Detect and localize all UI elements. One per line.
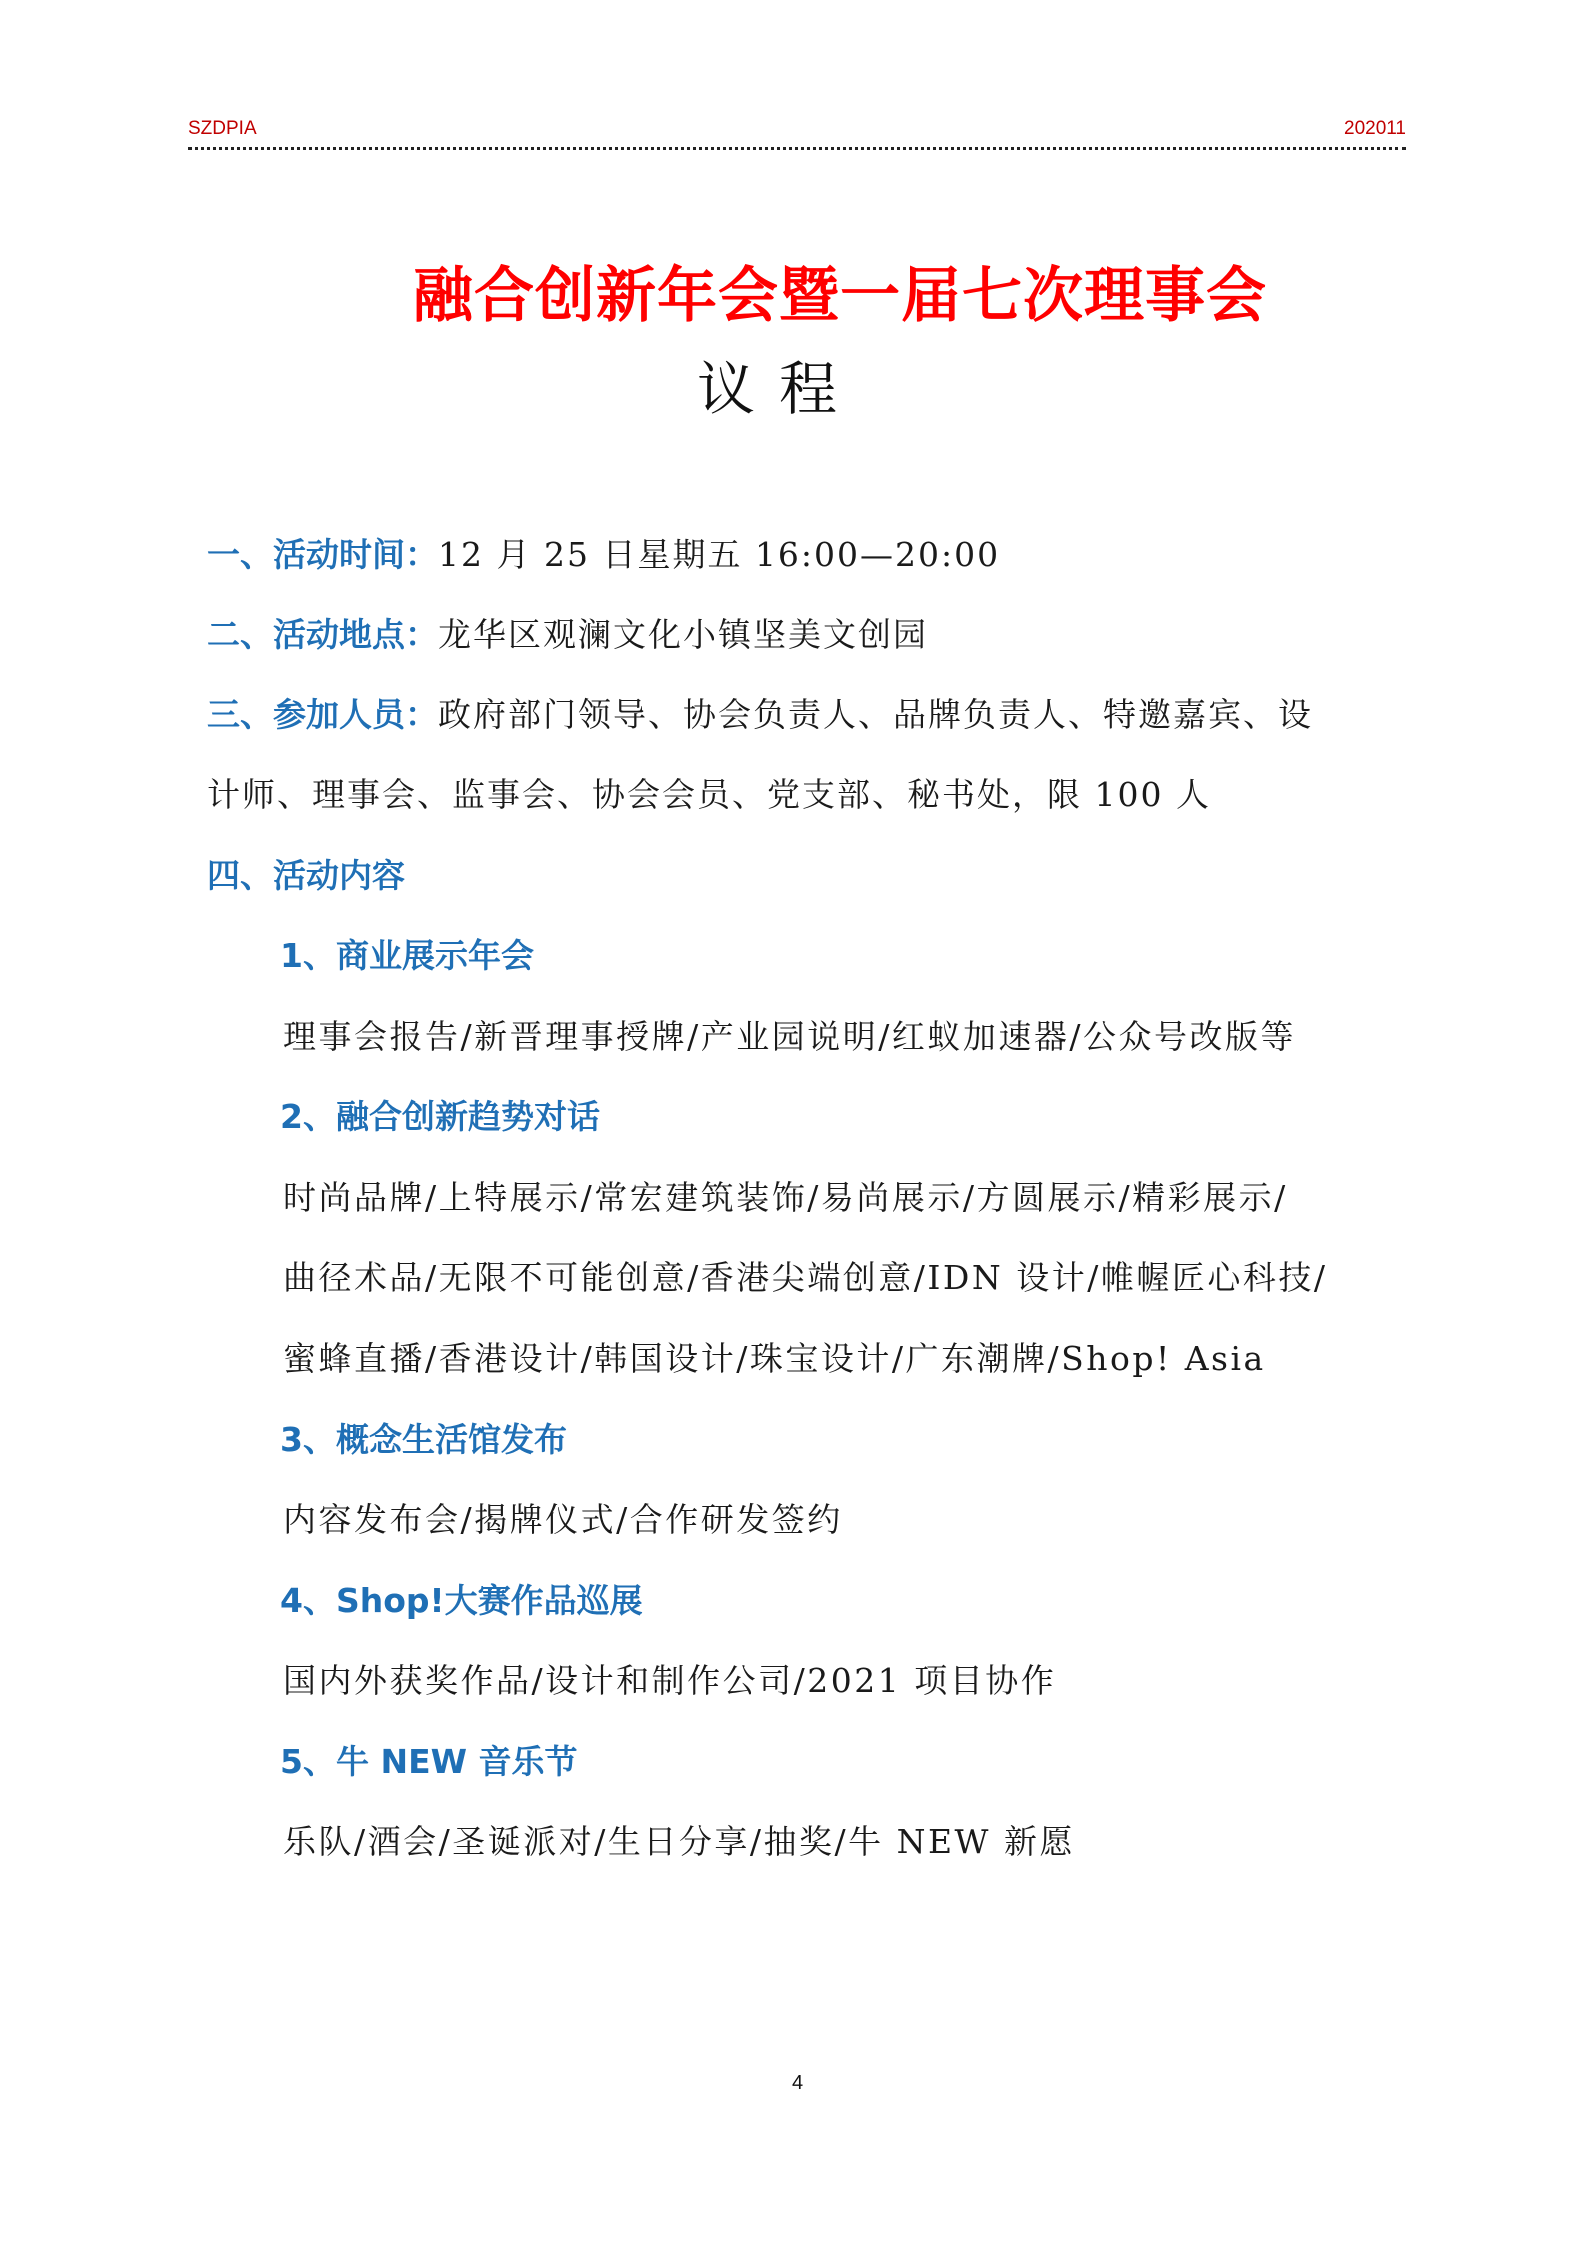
section-line: 曲径术品/无限不可能创意/香港尖端创意/IDN 设计/帷幄匠心科技/ — [283, 1258, 1328, 1297]
section-line: 时尚品牌/上特展示/常宏建筑装饰/易尚展示/方圆展示/精彩展示/ — [283, 1178, 1288, 1217]
header-divider — [188, 147, 1406, 150]
section-heading: 1、商业展示年会 — [280, 936, 534, 975]
item-attendees-continuation: 计师、理事会、监事会、协会会员、党支部、秘书处，限 100 人 — [207, 775, 1211, 814]
section-line: 国内外获奖作品/设计和制作公司/2021 项目协作 — [283, 1661, 1057, 1700]
section-heading: 4、Shop!大赛作品巡展 — [280, 1581, 643, 1620]
section-line: 内容发布会/揭牌仪式/合作研发签约 — [283, 1500, 843, 1539]
item-attendees-label: 三、参加人员： — [207, 695, 438, 734]
item-location — [207, 615, 928, 655]
item-location-value: 龙华区观澜文化小镇坚美文创园 — [438, 615, 928, 654]
item-time-value: 12 月 25 日星期五 16:00—20:00 — [438, 535, 1001, 574]
header-right: 202011 — [1344, 118, 1406, 139]
document-subtitle: 议程 — [696, 355, 861, 423]
item-time-label: 一、活动时间： — [207, 535, 438, 574]
section-line: 乐队/酒会/圣诞派对/生日分享/抽奖/牛 NEW 新愿 — [283, 1822, 1075, 1861]
item-attendees-value: 政府部门领导、协会负责人、品牌负责人、特邀嘉宾、设 — [438, 695, 1313, 734]
header-left: SZDPIA — [188, 118, 257, 139]
item-content — [207, 856, 405, 896]
section-line: 蜜蜂直播/香港设计/韩国设计/珠宝设计/广东潮牌/Shop! Asia — [283, 1339, 1266, 1378]
section-heading: 3、概念生活馆发布 — [280, 1420, 567, 1459]
item-location-label: 二、活动地点： — [207, 615, 438, 654]
page-number: 4 — [791, 2072, 804, 2094]
section-heading: 2、融合创新趋势对话 — [280, 1097, 600, 1136]
section-line: 理事会报告/新晋理事授牌/产业园说明/红蚁加速器/公众号改版等 — [283, 1017, 1296, 1056]
item-attendees — [207, 695, 1313, 735]
item-content-label: 四、活动内容 — [207, 856, 405, 895]
item-time — [207, 535, 1000, 575]
section-heading: 5、牛 NEW 音乐节 — [280, 1742, 578, 1781]
page-header — [188, 118, 1406, 140]
document-title: 融合创新年会暨一届七次理事会 — [413, 261, 1267, 331]
